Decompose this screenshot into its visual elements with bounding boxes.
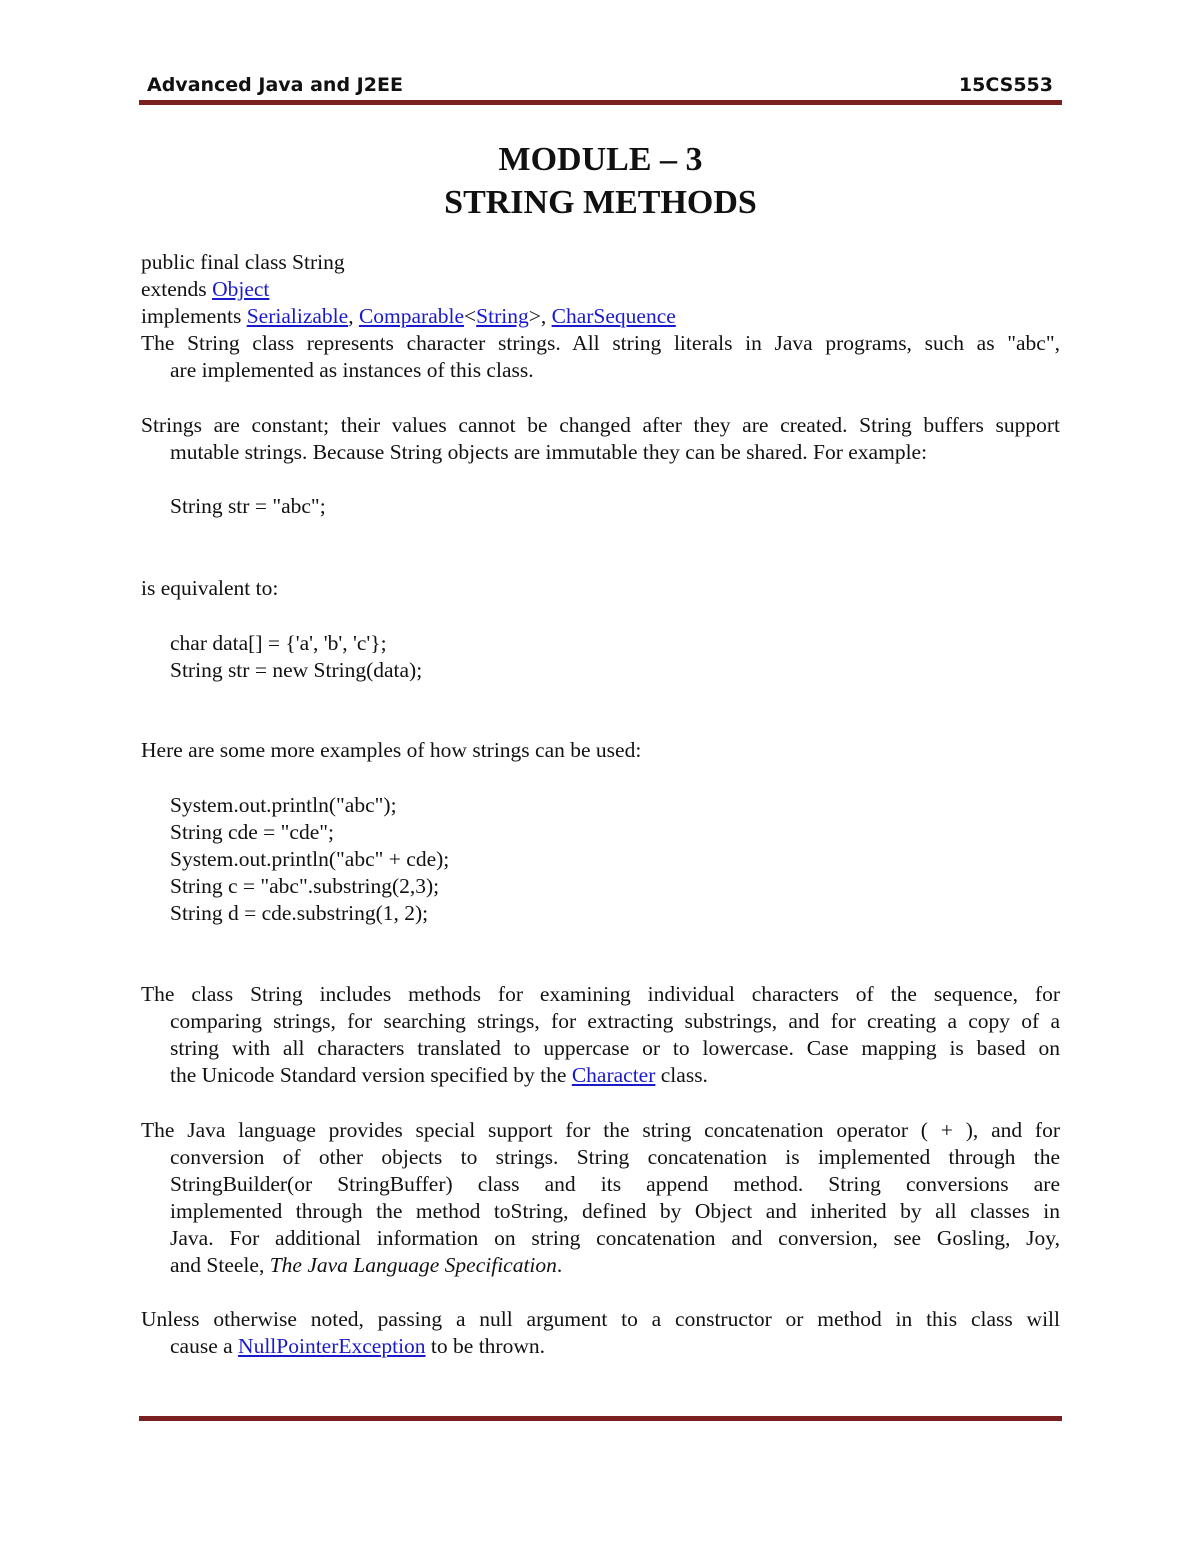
serializable-link[interactable]: Serializable	[246, 304, 349, 328]
p4-line-4: implemented through the method toString, defined by Object and inherited by all classes in	[170, 1199, 1060, 1223]
footer-rule	[139, 1416, 1062, 1421]
code-example-3-line-4: String c = "abc".substring(2,3);	[170, 874, 440, 898]
decl-line-2	[141, 276, 269, 303]
p2-line-1: Strings are constant; their values cannot be changed after they are created. String buffers support	[141, 413, 1060, 437]
p4-line-1: The Java language provides special support for the string concatenation operator ( + ), and for	[141, 1118, 1060, 1142]
p1-line-1: The String class represents character strings. All string literals in Java programs, such as "abc",	[141, 331, 1060, 355]
code-example-1: String str = "abc";	[170, 494, 326, 518]
decl-implements-text: implements	[141, 304, 247, 328]
section-title: STRING METHODS	[444, 184, 757, 221]
jls-citation: The Java Language Specification	[269, 1253, 557, 1277]
code-example-2-line-2: String str = new String(data);	[170, 658, 423, 682]
p3-line-4	[170, 1062, 708, 1089]
character-link[interactable]: Character	[571, 1063, 656, 1087]
p5-line-1: Unless otherwise noted, passing a null argument to a constructor or method in this class will	[141, 1307, 1060, 1331]
p3-line-3: string with all characters translated to uppercase or to lowercase. Case mapping is based on	[170, 1036, 1060, 1060]
p2-line-2: mutable strings. Because String objects are immutable they can be shared. For example:	[170, 440, 928, 464]
p4-line-3: StringBuilder(or StringBuffer) class and its append method. String conversions are	[170, 1172, 1060, 1196]
p4-line-6-end: .	[556, 1253, 563, 1277]
p3-line-4-end: class.	[655, 1063, 708, 1087]
object-link[interactable]: Object	[212, 277, 270, 301]
nullpointerexception-link[interactable]: NullPointerException	[238, 1334, 426, 1358]
string-link[interactable]: String	[476, 304, 529, 328]
p1-line-2: are implemented as instances of this class.	[170, 358, 534, 382]
p3-line-4-text: the Unicode Standard version specified by the	[170, 1063, 572, 1087]
code-example-3-line-3: System.out.println("abc" + cde);	[170, 847, 450, 871]
module-title: MODULE – 3	[498, 141, 703, 178]
page-header	[139, 72, 1061, 100]
charsequence-link[interactable]: CharSequence	[551, 304, 676, 328]
code-example-3-line-1: System.out.println("abc");	[170, 793, 397, 817]
p3-line-1: The class String includes methods for examining individual characters of the sequence, for	[141, 982, 1060, 1006]
p5-line-2-text: cause a	[170, 1334, 239, 1358]
decl-gt: >,	[528, 304, 552, 328]
code-example-2-line-1: char data[] = {'a', 'b', 'c'};	[170, 631, 387, 655]
examples-intro: Here are some more examples of how strings can be used:	[141, 738, 642, 762]
header-course-code: 15CS553	[958, 74, 1053, 96]
p3-line-2: comparing strings, for searching strings, for extracting substrings, and for creating a copy of a	[170, 1009, 1060, 1033]
decl-separator: ,	[348, 304, 359, 328]
decl-extends-text: extends	[141, 277, 213, 301]
code-example-3-line-5: String d = cde.substring(1, 2);	[170, 901, 429, 925]
decl-line-3	[141, 303, 676, 330]
p4-line-6-text: and Steele,	[170, 1253, 270, 1277]
p4-line-5: Java. For additional information on string concatenation and conversion, see Gosling, Joy,	[170, 1226, 1060, 1250]
header-course-title: Advanced Java and J2EE	[147, 74, 403, 96]
decl-line-1: public final class String	[141, 250, 345, 274]
comparable-link[interactable]: Comparable	[358, 304, 465, 328]
decl-lt: <	[464, 304, 477, 328]
header-rule	[139, 100, 1062, 105]
p4-line-6	[170, 1252, 562, 1279]
p4-line-2: conversion of other objects to strings. String concatenation is implemented through the	[170, 1145, 1060, 1169]
code-example-3-line-2: String cde = "cde";	[170, 820, 335, 844]
p5-line-2	[170, 1333, 545, 1360]
equivalent-text: is equivalent to:	[141, 576, 279, 600]
p5-line-2-end: to be thrown.	[425, 1334, 545, 1358]
